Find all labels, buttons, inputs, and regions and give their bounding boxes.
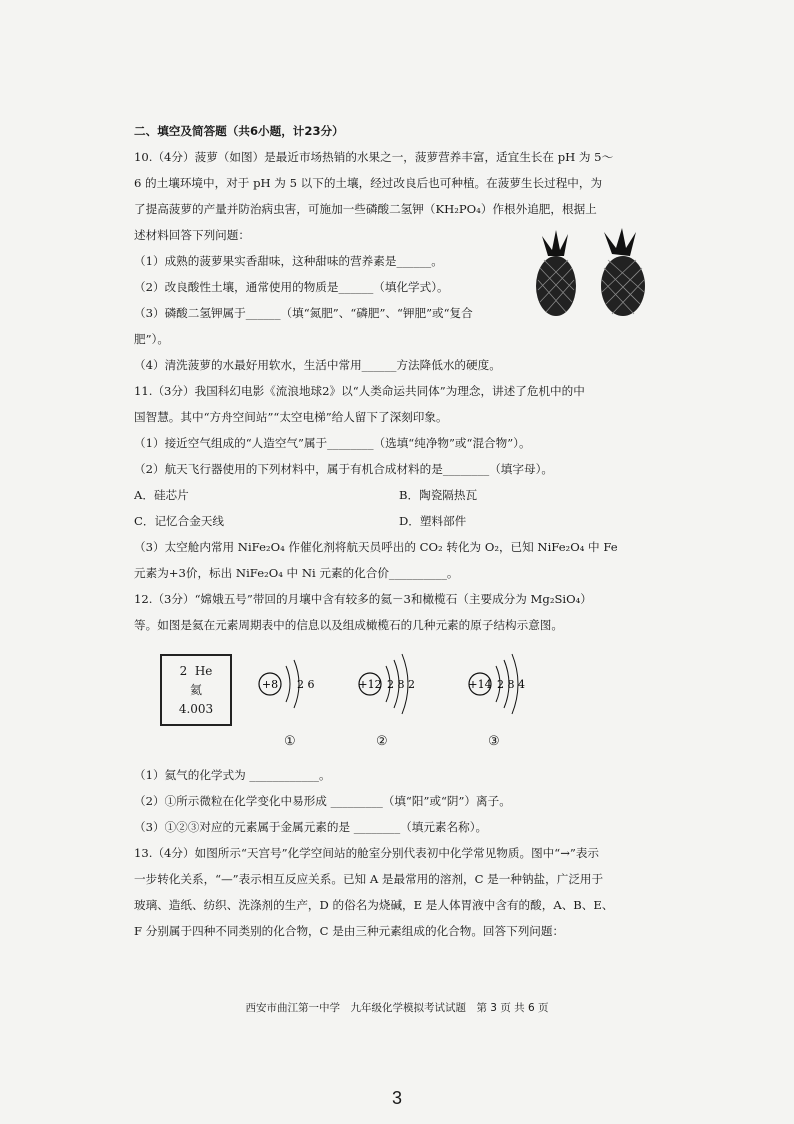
pineapple-right (601, 228, 645, 316)
q12-sub-2: （2）①所示微粒在化学变化中易形成 _________（填“阳”或“阴”）离子。 (134, 794, 511, 808)
option-d: D．塑料部件 (399, 514, 467, 528)
option-b: B．陶瓷隔热瓦 (399, 488, 478, 502)
atom-2 (358, 654, 415, 714)
atom-1-nucleus: +8 (261, 678, 279, 691)
page-number: 3 (391, 1088, 402, 1108)
q11-sub-3a: （3）太空舱内常用 NiFe₂O₄ 作催化剂将航天员呼出的 CO₂ 转化为 O₂，已知 NiFe₂O₄ 中 Fe (134, 540, 618, 554)
element-number-symbol: 2 He (179, 664, 213, 678)
q12-line-2: 等。如图是氦在元素周期表中的信息以及组成橄榄石的几种元素的原子结构示意图。 (134, 618, 563, 632)
atom-3 (468, 654, 525, 714)
q10-line-2: 6 的土壤环境中，对于 pH 为 5 以下的土壤，经过改良后也可种植。在菠萝生长过程中，为 (134, 176, 603, 190)
q11-sub-3b: 元素为+3价，标出 NiFe₂O₄ 中 Ni 元素的化合价__________。 (134, 566, 459, 580)
page-footer: 西安市曲江第一中学 九年级化学模拟考试试题 第 3 页 共 6 页 (245, 1002, 549, 1014)
option-a: A．硅芯片 (134, 488, 189, 502)
atom-figure (158, 650, 558, 760)
q10-sub-2: （2）改良酸性土壤，通常使用的物质是______（填化学式）。 (134, 280, 449, 294)
q11-line-1: 11.（3分）我国科幻电影《流浪地球2》以“人类命运共同体”为理念，讲述了危机中的中 (134, 384, 585, 398)
atom-2-shells: 2 8 2 (387, 678, 415, 691)
atom-1 (259, 660, 315, 708)
q10-line-1: 10.（4分）菠萝（如图）是最近市场热销的水果之一，菠萝营养丰富，适宜生长在 pH 为 5～ (134, 150, 614, 164)
atom-3-label: ③ (488, 734, 500, 749)
atom-diagrams (248, 650, 548, 730)
q11-options-cd (134, 508, 664, 534)
q13-line-3: 玻璃、造纸、纺织、洗涤剂的生产，D 的俗名为烧碱，E 是人体胃液中含有的酸，A、B、E、 (134, 898, 614, 912)
q11-options-ab (134, 482, 664, 508)
atom-2-nucleus: +12 (358, 678, 382, 691)
section-title: 二、填空及简答题（共6小题，计23分） (134, 124, 344, 138)
atom-2-label: ② (376, 734, 388, 749)
q12-line-1: 12.（3分）“嫦娥五号”带回的月壤中含有较多的氦－3和橄榄石（主要成分为 Mg₂SiO₄） (134, 592, 592, 606)
atom-1-shells: 2 6 (297, 678, 315, 691)
atom-1-label: ① (284, 734, 296, 749)
q11-sub-2: （2）航天飞行器使用的下列材料中，属于有机合成材料的是________（填字母）。 (134, 462, 553, 476)
q12-sub-3: （3）①②③对应的元素属于金属元素的是 ________（填元素名称）。 (134, 820, 488, 834)
q12-sub-1: （1）氦气的化学式为 ____________。 (134, 768, 331, 782)
periodic-table-cell (160, 654, 232, 726)
option-c: C．记忆合金天线 (134, 514, 225, 528)
q11-line-2: 国智慧。其中“方舟空间站”“太空电梯”给人留下了深刻印象。 (134, 410, 448, 424)
atom-3-nucleus: +14 (468, 678, 492, 691)
element-mass: 4.003 (178, 702, 214, 716)
q13-line-4: F 分别属于四种不同类别的化合物，C 是由三种元素组成的化合物。回答下列问题： (134, 924, 565, 938)
q13-line-1: 13.（4分）如图所示“天宫号”化学空间站的舱室分别代表初中化学常见物质。图中“→”表示 (134, 846, 600, 860)
q10-line-4: 述材料回答下列问题： (134, 228, 250, 242)
q10-sub-4: （4）清洗菠萝的水最好用软水，生活中常用______方法降低水的硬度。 (134, 358, 501, 372)
pineapple-left (536, 230, 576, 316)
q11-sub-1: （1）接近空气组成的“人造空气”属于________（选填“纯净物”或“混合物”）。 (134, 436, 531, 450)
atom-3-shells: 2 8 4 (497, 678, 525, 691)
q13-line-2: 一步转化关系，“—”表示相互反应关系。已知 A 是最常用的溶剂，C 是一种钠盐，广泛用于 (134, 872, 604, 886)
element-name: 氦 (189, 683, 202, 697)
pineapple-image (528, 228, 658, 318)
q10-sub-3b: 肥”）。 (134, 332, 169, 346)
q10-sub-3a: （3）磷酸二氢钾属于______（填“氮肥”、“磷肥”、“钾肥”或“复合 (134, 306, 473, 320)
q10-line-3: 了提高菠萝的产量并防治病虫害，可施加一些磷酸二氢钾（KH₂PO₄）作根外追肥，根据上 (134, 202, 597, 216)
q10-sub-1: （1）成熟的菠萝果实香甜味，这种甜味的营养素是______。 (134, 254, 443, 268)
